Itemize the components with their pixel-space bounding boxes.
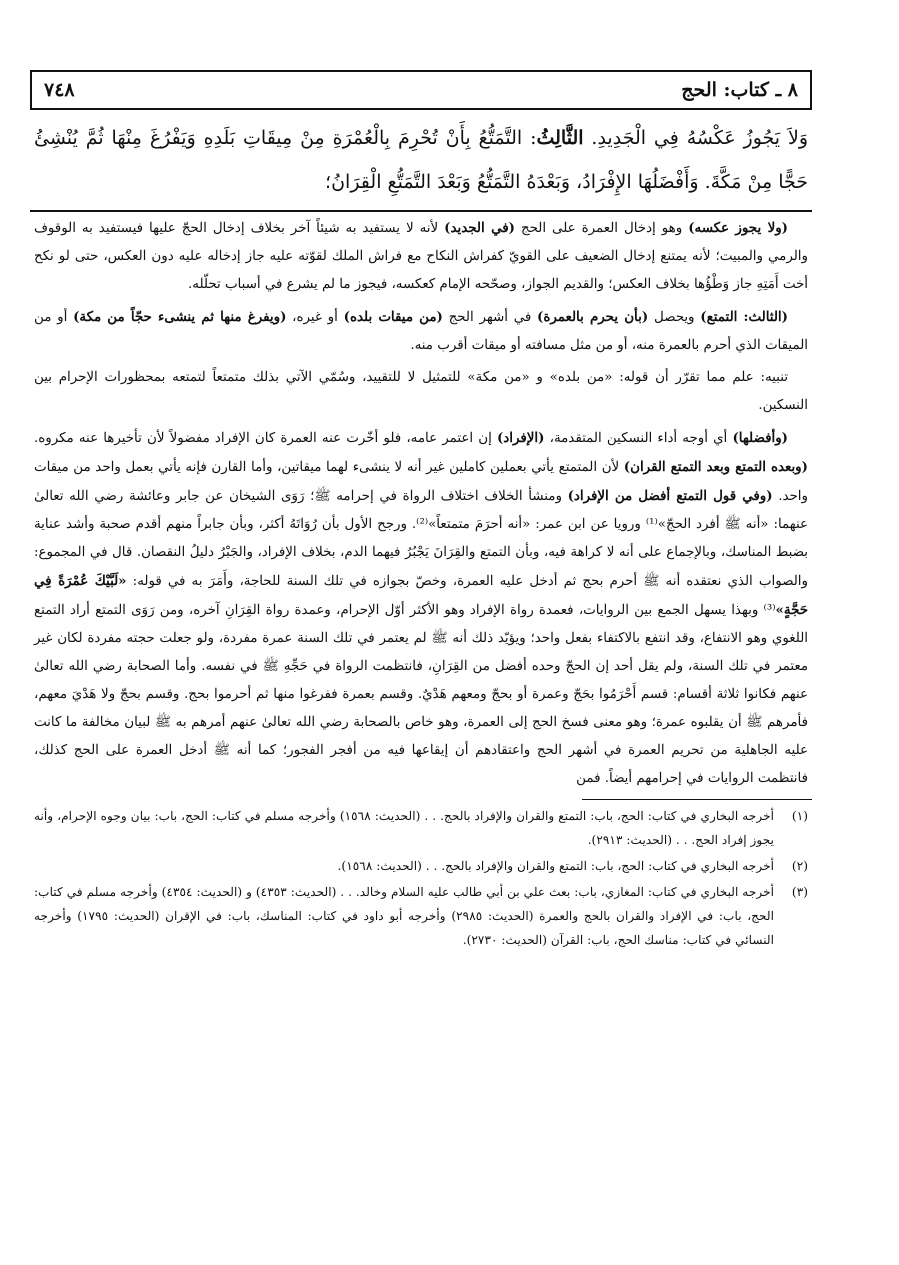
quoted-matn: (وفي قول التمتع أفضل من الإفراد): [567, 488, 773, 504]
quoted-matn: (بأن يحرم بالعمرة): [537, 309, 649, 325]
quoted-matn: (وأفضلها): [732, 430, 788, 446]
commentary-text: أو من الميقات الذي أحرم بالعمرة منه، أو من مثل مسافته أو ميقات أقرب منه.: [34, 310, 808, 353]
book-page: [30, 70, 812, 954]
commentary-text: إن اعتمر عامه، فلو أخّرت عنه العمرة كان الإفراد مفضولاً لأن تأخيرها عنه مكروه.: [34, 431, 497, 446]
page-number: ٧٤٨: [44, 79, 75, 101]
footnote-text: أخرجه البخاري في كتاب: المغازي، باب: بعث علي بن أبي طالب عليه السلام وخالد. . . (الحديث: ٤٣٥٣) و (الحديث: ٤٣٥٤) وأخرجه مسلم في كتاب: الحج، باب: في الإفراد والقران بالحج والعمرة (الحديث: ٢٩٨٥) وأخرجه أبو داود في كتاب: المناسك، باب: في الإقران (الحديث: ١٧٩٥) وأخرجه النسائي في كتاب: مناسك الحج، باب: القرآن (الحديث: ٢٧٣٠).: [34, 885, 775, 947]
commentary-text: ويحصل: [648, 310, 701, 325]
matn-part-1: وَلاَ يَجُوزُ عَكْسُهُ فِي الْجَدِيدِ.: [583, 127, 808, 149]
commentary-paragraph-4: [34, 424, 808, 793]
quoted-matn: (الثالث: التمتع): [700, 309, 788, 325]
footnote-divider: [582, 799, 812, 800]
commentary-text: لأن المتمتع يأتي بعملين كاملين غير أنه لا ينشىء لهما ميقاتين، وأما القارن فإنه يأتي بعمل واحد من ميقات واحد.: [34, 460, 808, 504]
footnote-text: أخرجه البخاري في كتاب: الحج، باب: التمتع والقران والإفراد بالحج. . . (الحديث: ١٥٦٨).: [337, 859, 774, 873]
commentary-note: تنبيه: علم مما تقرّر أن قوله: «من بلده» و «من مكة» للتمثيل لا للتقييد، وسُمّي الآتي بذلك متمتعاً لتمتعه بمحظورات الإحرام بين النسكين.: [34, 370, 808, 413]
commentary-text: ومنشأ الخلاف اختلاف الرواة في إحرامه ﷺ؛ رَوَى الشيخان عن جابر وعائشة رضي الله تعالىٰ عنهما: «أنه ﷺ أفرد الحجّ»⁽¹⁾ ورويا عن ابن عمر: «أنه أحرَمَ متمتعاً»⁽²⁾. ورجح الأول بأن رُوَاتَهُ أكثر، وبأن جابراً منهم أقدم صحبة وأشد عناية بضبط المناسك، وبالإجماع على أنه لا كراهة فيه، وبأن التمتع والقِرَانَ يَجْبُرُ فيهما الدم، بخلاف الإفراد، والجَبْرُ دليلُ النقصان. قال في المجموع: والصواب الذي نعتقده أنه ﷺ أحرم بحج ثم أدخل عليه العمرة، وخصّ بجوازه في تلك السنة للحاجة، وأَمَرَ به في قوله:: [34, 489, 808, 589]
commentary-text: ⁽³⁾ وبهذا يسهل الجمع بين الروايات، فعمدة رواة الإفراد وهو الأكثر أوّل الإحرام، وعمدة رواة القِرَانِ آخره، ومن رَوَى التمتع أراد التمتع اللغوي وهو الانتفاع، وقد انتفع بالاكتفاء بفعل واحد؛ ويؤيّد ذلك أنه ﷺ لم يعتمر في تلك السنة عمرة مفردة، ولو جعلت حجته مفردة لكان غير معتمر في تلك السنة، ولم يقل أحد إن الحجّ وحده أفضل من القِرَانِ، فانتظمت الرواة في حَجِّهِ ﷺ في نفسه. وأما الصحابة رضي الله تعالىٰ عنهم فكانوا ثلاثة أقسام: قسم أَحْرَمُوا بحَجّ وعمرة أو بحجّ ومعهم هَدْيٌ. وقسم بعمرة ففرغوا منها ثم أحرموا بحج. وقسم بحجّ ولا هَدْيَ معهم، فأمرهم ﷺ أن يقلبوه عمرة؛ وهو معنى فسخ الحج إلى العمرة، وهو خاص بالصحابة رضي الله تعالىٰ عنهم أمرهم به ﷺ لبيان مخالفة ما كانت عليه الجاهلية من تحريم العمرة في أشهر الحج واعتقادهم أن إيقاعها فيه من أفجر الفجور؛ كما أنه ﷺ أدخل العمرة على الحج كذلك، فانتظمت الروايات في إحرامهم أيضاً. فمن: [34, 603, 808, 786]
footnotes: [30, 804, 812, 952]
footnote-number: (٣): [791, 885, 808, 899]
matn-part-2: : التَّمَتُّعُ بِأَنْ تُحْرِمَ بِالْعُمْرَةِ مِنْ مِيقَاتِ بَلَدِهِ وَيَفْرُغَ مِنْهَا ثُمَّ يُنْشِئُ حَجًّا مِنْ مَكَّةَ. وَأَفْضَلُهَا الإِفْرَادُ، وَبَعْدَهُ التَّمَتُّعُ وَبَعْدَ التَّمَتُّعِ الْقِرَانُ؛: [34, 127, 808, 193]
commentary-text: أو غيره،: [286, 310, 344, 325]
quoted-matn: (من ميقات بلده): [343, 309, 443, 325]
footnote-2: [34, 854, 808, 878]
page-header: [30, 70, 812, 110]
commentary-paragraph-1: [34, 214, 808, 299]
footnote-1: [34, 804, 808, 852]
footnote-number: (٢): [791, 859, 808, 873]
hadith-quote: «لَبَّيْكَ عُمْرَةً فِي حَجَّةٍ»: [34, 573, 808, 618]
commentary-text: وهو إدخال العمرة على الحج: [514, 221, 689, 236]
footnote-3: [34, 880, 808, 952]
matn-heading-third: الثَّالِثُ: [536, 127, 584, 149]
main-text: [30, 116, 812, 204]
commentary-text: في أشهر الحج: [442, 310, 538, 325]
commentary: [30, 214, 812, 793]
section-divider: [30, 210, 812, 212]
quoted-matn: (ولا يجوز عكسه): [688, 220, 789, 236]
footnote-number: (١): [791, 809, 808, 823]
quoted-matn: (ويفرغ منها ثم ينشىء حجّاً من مكة): [73, 309, 287, 325]
footnote-text: أخرجه البخاري في كتاب: الحج، باب: التمتع والقران والإفراد بالحج. . . (الحديث: ١٥٦٨) وأخرجه مسلم في كتاب: الحج، باب: بيان وجوه الإحرام، وأنه يجوز إفراد الحج. . . (الحديث: ٢٩١٣).: [34, 809, 774, 847]
book-title: ٨ ـ كتاب: الحج: [681, 79, 798, 101]
quoted-matn: (في الجديد): [444, 220, 515, 236]
commentary-text: أي أوجه أداء النسكين المتقدمة،: [544, 431, 733, 446]
commentary-paragraph-2: [34, 303, 808, 360]
quoted-matn: (وبعده التمتع وبعد التمتع القران): [623, 459, 808, 475]
quoted-matn: (الإفراد): [496, 430, 545, 446]
commentary-text: لأنه لا يستفيد به شيئاً آخر بخلاف إدخال الحجّ عليها فيستفيد به الوقوف والرمي والمبيت؛ لأنه يمتنع إدخال الضعيف على القويّ كفراش النكاح مع فراش الملك لقوّته عليه جاز إدخاله عليه دون العكس، حتى لو نكح أخت أَمَتِهِ جاز وَطْؤُها بخلاف العكس؛ والقديم الجواز، وصحّحه الإمام كعكسه، فيجوز ما لم يشرع في أسباب تحلّله.: [34, 221, 808, 292]
